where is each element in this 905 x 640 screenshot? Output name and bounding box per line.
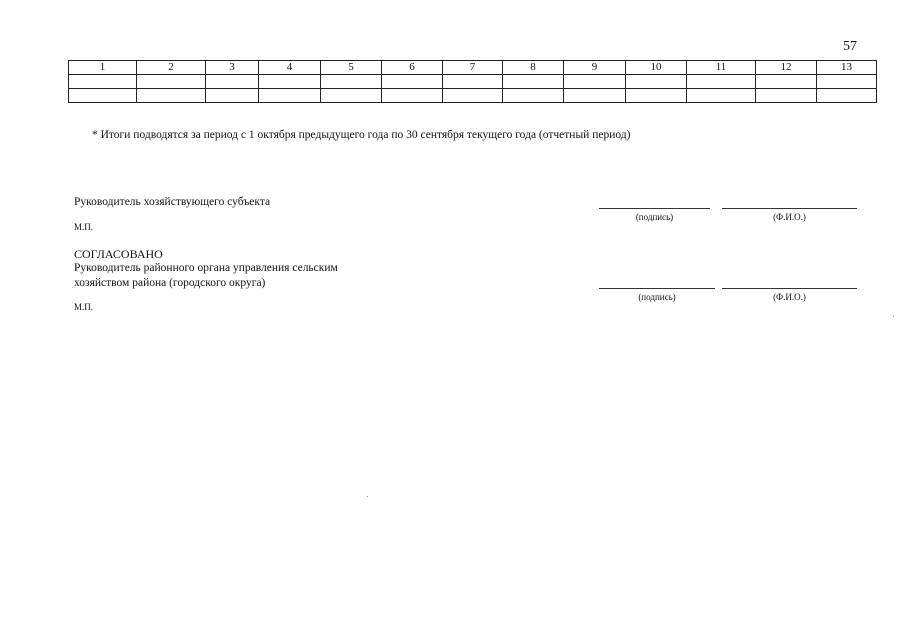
table-cell: [137, 75, 206, 89]
footnote: * Итоги подводятся за период с 1 октября предыдущего года по 30 сентября текущего года (отчетный период): [92, 129, 631, 141]
table-cell: [443, 89, 503, 103]
table-header-cell: 12: [756, 61, 817, 75]
table-header-cell: 13: [817, 61, 877, 75]
table-cell: [503, 89, 564, 103]
table-cell: [564, 89, 626, 103]
table-cell: [443, 75, 503, 89]
table-header-cell: 1: [69, 61, 137, 75]
table-cell: [626, 75, 687, 89]
table-cell: [321, 89, 382, 103]
name-caption: (Ф.И.О.): [773, 212, 806, 222]
table-header-cell: 8: [503, 61, 564, 75]
table-cell: [382, 75, 443, 89]
table-header-cell: 7: [443, 61, 503, 75]
table-header-cell: 10: [626, 61, 687, 75]
table-cell: [206, 89, 259, 103]
table-cell: [626, 89, 687, 103]
table-cell: [259, 89, 321, 103]
table-cell: [817, 89, 877, 103]
table-cell: [756, 89, 817, 103]
table-cell: [687, 75, 756, 89]
district-head-title-line1: Руководитель районного органа управления сельским: [74, 262, 338, 274]
district-head-title-line2: хозяйством района (городского округа): [74, 277, 266, 289]
table-cell: [69, 89, 137, 103]
signature-line: [599, 208, 710, 209]
page-number: 57: [843, 39, 857, 54]
table-header-cell: 2: [137, 61, 206, 75]
table-header-cell: 4: [259, 61, 321, 75]
table-cell: [69, 75, 137, 89]
seal-label: М.П.: [74, 222, 94, 232]
table-cell: [687, 89, 756, 103]
name-line: [722, 208, 857, 209]
table-cell: [756, 75, 817, 89]
table-row: [69, 75, 877, 89]
table-cell: [137, 89, 206, 103]
table-cell: [817, 75, 877, 89]
table-header-cell: 3: [206, 61, 259, 75]
signature-line: [599, 288, 715, 289]
head-of-entity-title: Руководитель хозяйствующего субъекта: [74, 196, 271, 208]
table-cell: [564, 75, 626, 89]
scan-speck: [367, 496, 368, 497]
form-table: [68, 60, 877, 103]
table-header-cell: 9: [564, 61, 626, 75]
name-caption: (Ф.И.О.): [773, 292, 806, 302]
seal-label: М.П.: [74, 302, 94, 312]
signature-caption: (подпись): [638, 292, 676, 302]
table-header-row: [69, 61, 877, 75]
name-line: [722, 288, 857, 289]
table-cell: [259, 75, 321, 89]
table-header-cell: 11: [687, 61, 756, 75]
approved-heading: СОГЛАСОВАНО: [74, 247, 163, 261]
scan-speck: [893, 316, 894, 317]
table-cell: [321, 75, 382, 89]
table-cell: [206, 75, 259, 89]
table-header-cell: 5: [321, 61, 382, 75]
table-cell: [382, 89, 443, 103]
table-row: [69, 89, 877, 103]
table-cell: [503, 75, 564, 89]
signature-caption: (подпись): [635, 212, 674, 222]
table-header-cell: 6: [382, 61, 443, 75]
